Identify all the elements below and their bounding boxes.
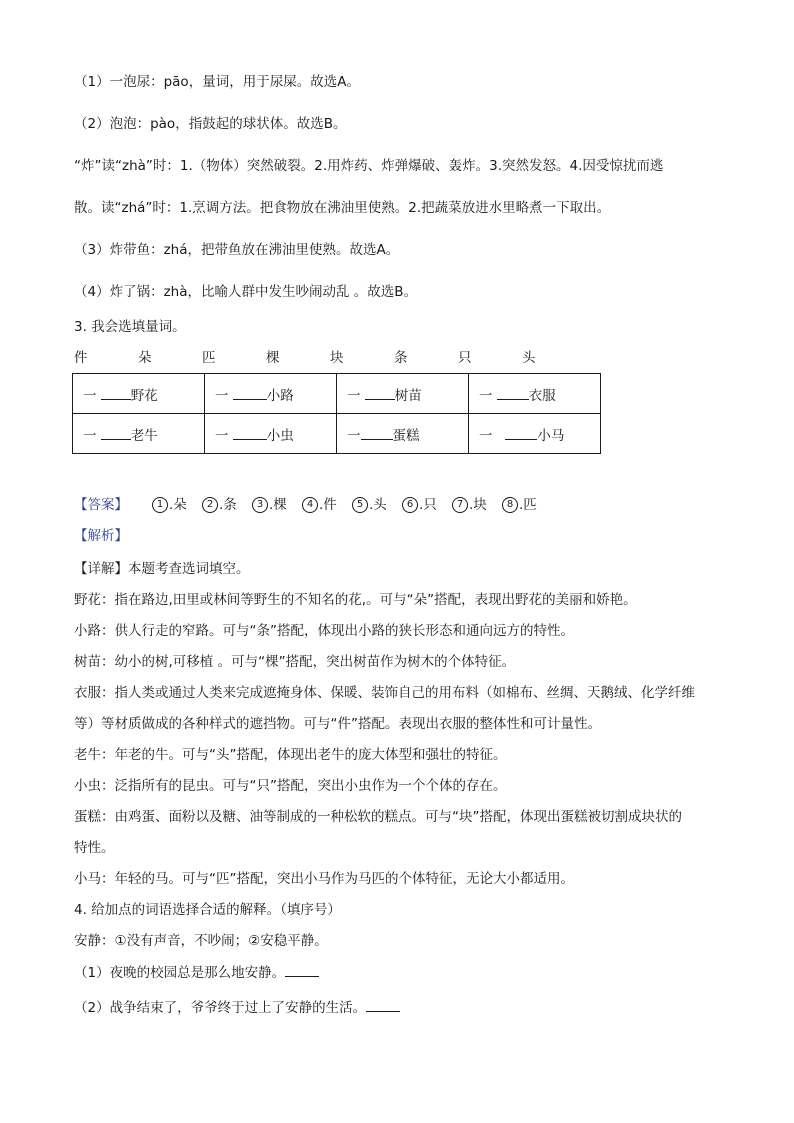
answer-blank[interactable] — [497, 385, 529, 400]
answer-word: .只 — [419, 497, 437, 513]
table-row — [73, 414, 601, 454]
explanation-line: 蛋糕：由鸡蛋、面粉以及糖、油等制成的一种松软的糕点。可与“块”搭配，体现出蛋糕被切割成块状的 — [74, 809, 682, 825]
circled-number: 2 — [202, 497, 218, 513]
table-cell — [73, 374, 205, 414]
circled-number: 7 — [452, 497, 468, 513]
cell-word: 小路 — [266, 387, 294, 404]
cell-word: 衣服 — [528, 387, 556, 404]
cell-word: 老牛 — [130, 427, 158, 444]
answer-blank[interactable] — [233, 425, 267, 440]
circled-number: 4 — [302, 497, 318, 513]
q4-item — [74, 962, 319, 983]
answer-word: .条 — [219, 497, 237, 513]
q4-item-text: （1）夜晚的校园总是那么地安静。 — [74, 965, 286, 981]
word-bank-item: 朵 — [138, 350, 152, 366]
explanation-line: 等）等材质做成的各种样式的遮挡物。可与“件”搭配。表现出衣服的整体性和可计量性。 — [74, 716, 601, 732]
explanation-line: 树苗：幼小的树,可移植 。可与“棵”搭配，突出树苗作为树木的个体特征。 — [74, 654, 516, 670]
answer-item — [252, 495, 302, 515]
answer-word: .棵 — [269, 497, 287, 513]
circled-number: 8 — [502, 497, 518, 513]
answer-word: .匹 — [519, 497, 537, 513]
text-line: 散。读“zhá”时：1.烹调方法。把食物放在沸油里使熟。2.把蔬菜放进水里略煮一下取出。 — [74, 200, 611, 216]
cell-prefix: 一 — [479, 387, 493, 404]
explanation-line: 小路：供人行走的窄路。可与“条”搭配，体现出小路的狭长形态和通向远方的特性。 — [74, 623, 574, 639]
text-line: （1）一泡尿：pāo，量词，用于尿屎。故选A。 — [74, 74, 360, 90]
answer-item — [402, 495, 452, 515]
word-bank-item: 头 — [522, 350, 536, 366]
answer-word: .头 — [369, 497, 387, 513]
table-cell — [469, 414, 601, 454]
answer-word: .件 — [319, 497, 337, 513]
cell-word: 小马 — [537, 427, 565, 444]
word-bank-item: 块 — [330, 350, 344, 366]
word-bank-item: 棵 — [266, 350, 280, 366]
answer-blank[interactable] — [366, 997, 400, 1012]
word-bank-item: 匹 — [202, 350, 216, 366]
answer-item — [502, 495, 552, 515]
answer-row — [74, 495, 552, 515]
answer-tag: 【答案】 — [74, 497, 128, 513]
cell-prefix: 一 — [479, 427, 493, 444]
table-cell — [469, 374, 601, 414]
explanation-line: 衣服：指人类或通过人类来完成遮掩身体、保暖、装饰自己的用布料（如棉布、丝绸、天鹅绒、化学纤维 — [74, 685, 695, 701]
text-line: “炸”读“zhà”时：1.（物体）突然破裂。2.用炸药、炸弹爆破、轰炸。3.突然发怒。4.因受惊扰而逃 — [74, 158, 664, 174]
table-row — [73, 374, 601, 414]
answer-item — [352, 495, 402, 515]
answer-blank[interactable] — [505, 425, 537, 440]
explanation-line: 小虫：泛指所有的昆虫。可与“只”搭配，突出小虫作为一个个体的存在。 — [74, 778, 507, 794]
table-cell — [73, 414, 205, 454]
answer-blank[interactable] — [361, 425, 393, 440]
cell-word: 树苗 — [394, 387, 422, 404]
text-line: （4）炸了锅：zhà，比喻人群中发生吵闹动乱 。故选B。 — [74, 284, 418, 300]
circled-number: 1 — [152, 497, 168, 513]
answer-item — [152, 495, 202, 515]
detail-line: 【详解】本题考查选词填空。 — [74, 561, 250, 577]
explanation-line: 特性。 — [74, 840, 115, 856]
word-bank-item: 只 — [458, 350, 472, 366]
cell-prefix: 一 — [215, 427, 229, 444]
explanation-line: 老牛：年老的牛。可与“头”搭配，体现出老牛的庞大体型和强壮的特征。 — [74, 747, 507, 763]
cell-word: 野花 — [130, 387, 158, 404]
circled-number: 3 — [252, 497, 268, 513]
circled-number: 6 — [402, 497, 418, 513]
answer-item — [202, 495, 252, 515]
cell-prefix: 一 — [83, 427, 97, 444]
answer-item — [452, 495, 502, 515]
answer-blank[interactable] — [365, 385, 395, 400]
cell-prefix: 一 — [83, 387, 97, 404]
question-3-title: 3. 我会选填量词。 — [74, 319, 186, 335]
answer-blank[interactable] — [101, 425, 131, 440]
measure-word-table — [72, 373, 601, 454]
analysis-tag: 【解析】 — [74, 528, 128, 544]
answer-blank[interactable] — [233, 385, 267, 400]
explanation-line: 野花：指在路边,田里或林间等野生的不知名的花,。可与“朵”搭配，表现出野花的美丽和娇艳。 — [74, 592, 637, 608]
text-line: （3）炸带鱼：zhá，把带鱼放在沸油里使熟。故选A。 — [74, 242, 400, 258]
word-bank-item: 件 — [74, 350, 88, 366]
circled-number: 5 — [352, 497, 368, 513]
word-bank — [74, 348, 586, 368]
answer-blank[interactable] — [285, 962, 319, 977]
definition-line: 安静：①没有声音，不吵闹；②安稳平静。 — [74, 933, 328, 949]
table-cell — [205, 414, 337, 454]
q4-item — [74, 997, 400, 1018]
answer-word: .朵 — [169, 497, 187, 513]
cell-prefix: 一 — [215, 387, 229, 404]
q4-item-text: （2）战争结束了，爷爷终于过上了安静的生活。 — [74, 1000, 367, 1016]
cell-word: 蛋糕 — [392, 427, 420, 444]
question-4-title: 4. 给加点的词语选择合适的解释。（填序号） — [74, 902, 341, 918]
text-line: （2）泡泡：pào，指鼓起的球状体。故选B。 — [74, 116, 347, 132]
word-bank-item: 条 — [394, 350, 408, 366]
cell-prefix: 一 — [347, 427, 361, 444]
answer-item — [302, 495, 352, 515]
answer-word: .块 — [469, 497, 487, 513]
answer-blank[interactable] — [101, 385, 131, 400]
table-cell — [337, 374, 469, 414]
table-cell — [205, 374, 337, 414]
explanation-line: 小马：年轻的马。可与“匹”搭配，突出小马作为马匹的个体特征，无论大小都适用。 — [74, 871, 574, 887]
cell-word: 小虫 — [266, 427, 294, 444]
cell-prefix: 一 — [347, 387, 361, 404]
table-cell — [337, 414, 469, 454]
